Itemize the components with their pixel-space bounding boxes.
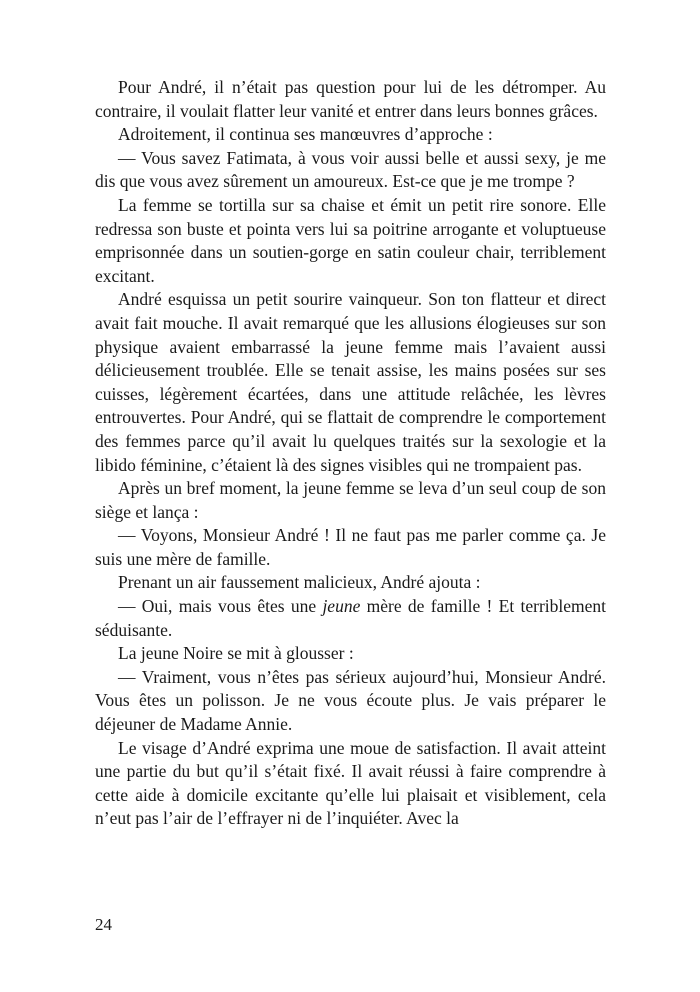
text-run: La jeune Noire se mit à glousser : bbox=[118, 643, 354, 664]
italic-text: jeune bbox=[322, 596, 361, 617]
paragraph bbox=[95, 737, 606, 831]
text-run: — Vraiment, vous n’êtes pas sérieux aujourd’hui, Monsieur André. Vous êtes un polisson. Je ne vous écoute plus. Je vais préparer le déjeuner de Madame Annie. bbox=[95, 666, 606, 735]
text-run: mère de famille ! Et terriblement séduisante. bbox=[95, 596, 607, 640]
text-run: — Voyons, Monsieur André ! Il ne faut pas me parler comme ça. Je suis une mère de famille. bbox=[95, 525, 606, 569]
text-run: La femme se tortilla sur sa chaise et émit un petit rire sonore. Elle redressa son buste et pointa vers lui sa poitrine arrogante et voluptueuse emprisonnée dans un soutien-gorge en satin couleur chair, terriblement excitant. bbox=[95, 194, 606, 286]
text-run: Le visage d’André exprima une moue de satisfaction. Il avait atteint une partie du but qu’il s’était fixé. Il avait réussi à faire comprendre à cette aide à domicile excitante qu’elle lui plaisait et visiblement, cela n’eut pas l’air de l’effrayer ni de l’inquiéter. Avec la bbox=[95, 737, 606, 829]
paragraph bbox=[95, 76, 606, 123]
paragraph bbox=[95, 524, 606, 571]
paragraph bbox=[95, 477, 606, 524]
paragraph bbox=[95, 642, 606, 666]
page-number: 24 bbox=[95, 915, 112, 934]
paragraph bbox=[95, 123, 606, 147]
text-run: Adroitement, il continua ses manœuvres d’approche : bbox=[118, 124, 493, 145]
text-run: Prenant un air faussement malicieux, André ajouta : bbox=[118, 572, 481, 593]
body-text bbox=[95, 76, 606, 831]
paragraph bbox=[95, 147, 606, 194]
paragraph bbox=[95, 666, 606, 737]
text-run: Pour André, il n’était pas question pour lui de les détromper. Au contraire, il voulait flatter leur vanité et entrer dans leurs bonnes grâces. bbox=[95, 77, 606, 121]
text-run: André esquissa un petit sourire vainqueur. Son ton flatteur et direct avait fait mouche. Il avait remarqué que les allusions élogieuses sur son physique avaient embarrassé la jeune femme mais l’avaient aussi délicieusement troublée. Elle se tenait assise, les mains posées sur ses cuisses, légèrement écartées, dans une attitude relâchée, les lèvres entrouvertes. Pour André, qui se flattait de comprendre le comportement des femmes parce qu’il avait lu quelques traités sur la sexologie et la libido féminine, c’étaient là des signes visibles qui ne trompaient pas. bbox=[95, 289, 606, 475]
text-run: — Vous savez Fatimata, à vous voir aussi belle et aussi sexy, je me dis que vous avez sûrement un amoureux. Est-ce que je me trompe ? bbox=[95, 147, 606, 192]
paragraph bbox=[95, 194, 606, 288]
text-run: — Oui, mais vous êtes une bbox=[118, 596, 323, 617]
paragraph bbox=[95, 571, 606, 595]
paragraph bbox=[95, 595, 606, 642]
text-run: Après un bref moment, la jeune femme se leva d’un seul coup de son siège et lança : bbox=[95, 478, 606, 522]
paragraph bbox=[95, 288, 606, 477]
